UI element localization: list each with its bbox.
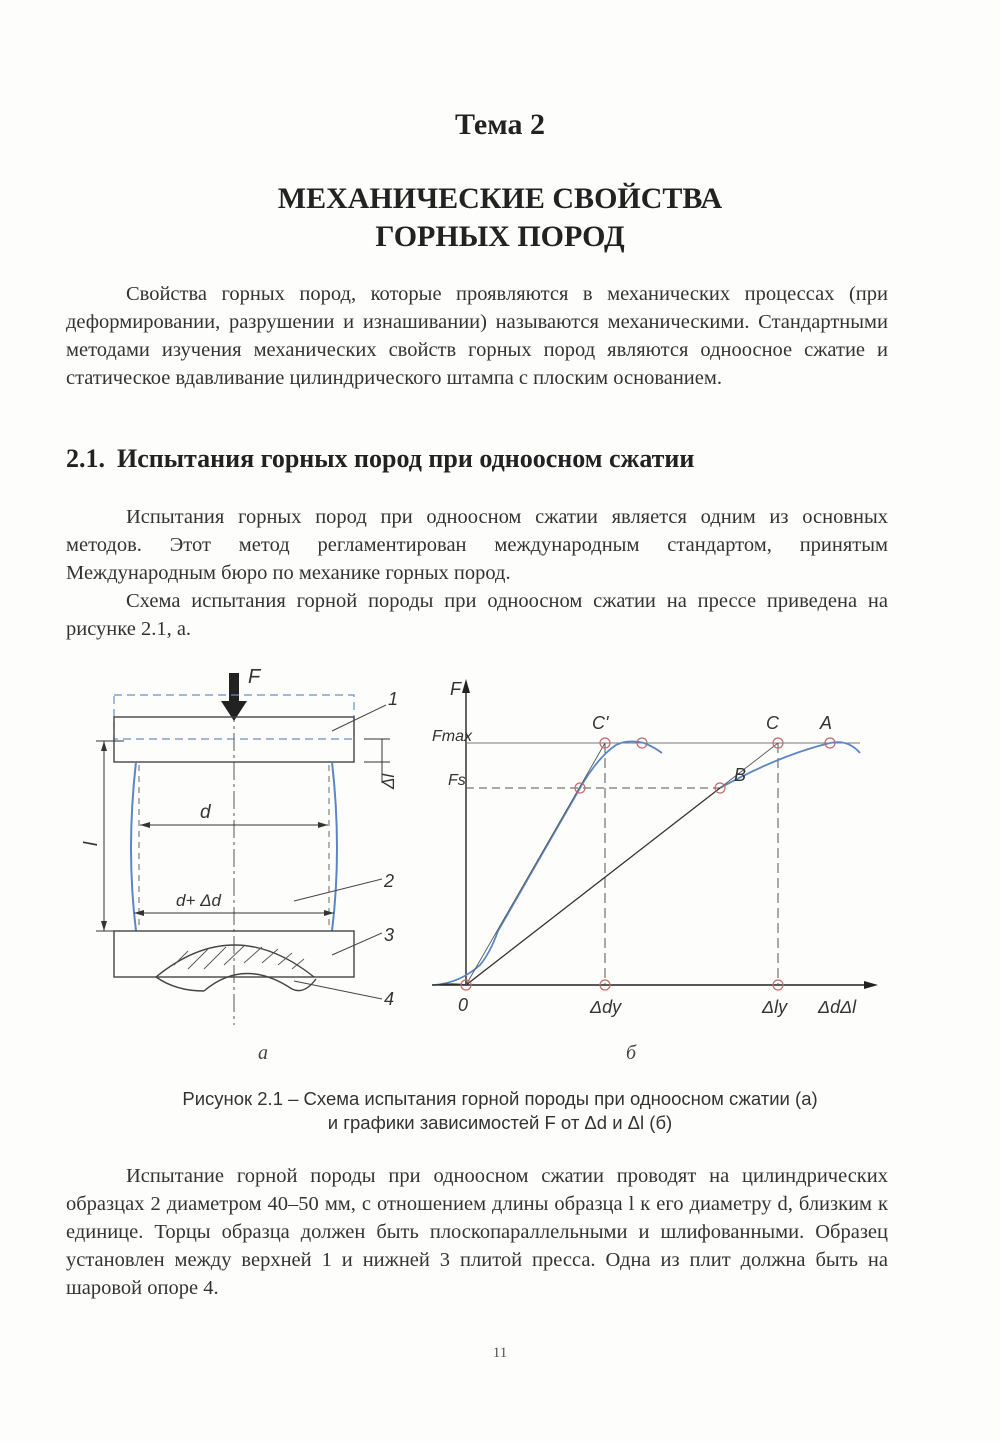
dimension-l-arrow-top bbox=[101, 741, 107, 751]
label-a: A bbox=[820, 713, 833, 733]
chapter-title bbox=[0, 180, 1000, 256]
figure-caption bbox=[100, 1087, 900, 1135]
page-number: 11 bbox=[492, 1345, 508, 1361]
label-b: B bbox=[734, 765, 747, 785]
leader-4 bbox=[294, 981, 382, 999]
section-heading bbox=[66, 444, 946, 474]
label-c-prime: C' bbox=[592, 713, 609, 733]
leader-3 bbox=[332, 933, 382, 955]
curve-delta-l-linear bbox=[434, 788, 720, 985]
dimension-d-label: d bbox=[200, 802, 211, 823]
curve-delta-d bbox=[434, 741, 662, 985]
force-label: F bbox=[248, 666, 261, 688]
label-x-axis: ΔdΔl bbox=[818, 997, 857, 1017]
chapter-title-line-2: ГОРНЫХ ПОРОД bbox=[375, 220, 625, 253]
dimension-d-arrow-right bbox=[318, 822, 328, 828]
sample-right-edge bbox=[332, 762, 337, 931]
dimension-dl-label: Δl bbox=[379, 773, 398, 789]
section-paragraph-2: Схема испытания горной породы при одноосном сжатии на прессе приведена на рисунке 2.1, а. bbox=[66, 590, 888, 640]
callout-3: 3 bbox=[384, 925, 395, 945]
caption-line-1: Рисунок 2.1 – Схема испытания горной породы при одноосном сжатии (а) bbox=[182, 1088, 818, 1109]
callout-2: 2 bbox=[384, 871, 395, 891]
tangent-line-dl bbox=[720, 743, 778, 788]
section-number: 2.1. bbox=[66, 444, 105, 473]
dimension-dd-label: d+ Δd bbox=[176, 891, 221, 910]
label-c: C bbox=[766, 713, 779, 733]
x-axis-arrow bbox=[864, 981, 878, 989]
section-paragraph-1: Испытания горных пород при одноосном сжатии является одним из основных методов. Этот метод регламентирован международным стандартом, принятым Международным бюро по механике горных пород. bbox=[66, 506, 888, 584]
intro-paragraph: Свойства горных пород, которые проявляются в механических процессах (при деформировании, разрушении и изнашивании) называются механическими. Стандартными методами изучения механических свойств горных пород являются одноосное сжатие и статическое вдавливание цилиндрического штампа с плоским основанием. bbox=[66, 283, 888, 389]
caption-line-2: и графики зависимостей F от Δd и Δl (б) bbox=[327, 1112, 673, 1133]
label-dd-y: Δdy bbox=[590, 997, 622, 1017]
sample-left-edge bbox=[131, 762, 136, 931]
figure-b-graph bbox=[420, 665, 880, 1035]
dimension-l-arrow-bottom bbox=[101, 921, 107, 931]
section-paragraphs bbox=[66, 503, 888, 643]
force-arrow-head bbox=[221, 701, 247, 721]
y-axis-label: F bbox=[450, 679, 461, 699]
callout-4: 4 bbox=[384, 989, 395, 1009]
section-title: Испытания горных пород при одноосном сжатии bbox=[117, 444, 695, 473]
fs-label: Fs bbox=[448, 772, 466, 789]
chapter-title-line-1: МЕХАНИЧЕСКИЕ СВОЙСТВА bbox=[277, 182, 723, 215]
figure-sublabel-a: а bbox=[258, 1042, 268, 1064]
dimension-d-arrow-left bbox=[140, 822, 150, 828]
point-markers bbox=[461, 738, 835, 990]
leader-2 bbox=[294, 879, 382, 901]
spherical-support-left bbox=[156, 977, 204, 991]
callout-1: 1 bbox=[388, 689, 399, 709]
leader-1 bbox=[332, 705, 386, 731]
figure-a-scheme bbox=[64, 665, 414, 1035]
label-origin: 0 bbox=[458, 995, 469, 1015]
fmax-label: Fmax bbox=[432, 728, 472, 745]
force-arrow-shaft bbox=[229, 673, 239, 703]
label-dl-y: Δly bbox=[762, 997, 788, 1017]
closing-paragraph: Испытание горной породы при одноосном сжатии проводят на цилиндрических образцах 2 диаметром 40–50 мм, с отношением длины образца l к его диаметру d, близким к единице. Торцы образца должен быть плоскопараллельными и шлифованными. Образец установлен между верхней 1 и нижней 3 плитой пресса. Одна из плит должна быть на шаровой опоре 4. bbox=[66, 1165, 888, 1299]
topic-heading: Тема 2 bbox=[455, 108, 545, 141]
tangent-line-dd bbox=[466, 743, 605, 985]
figure-sublabel-b: б bbox=[626, 1042, 637, 1064]
spherical-support-top bbox=[156, 945, 314, 977]
y-axis-arrow bbox=[462, 679, 470, 693]
dimension-l-label: l bbox=[81, 841, 102, 846]
